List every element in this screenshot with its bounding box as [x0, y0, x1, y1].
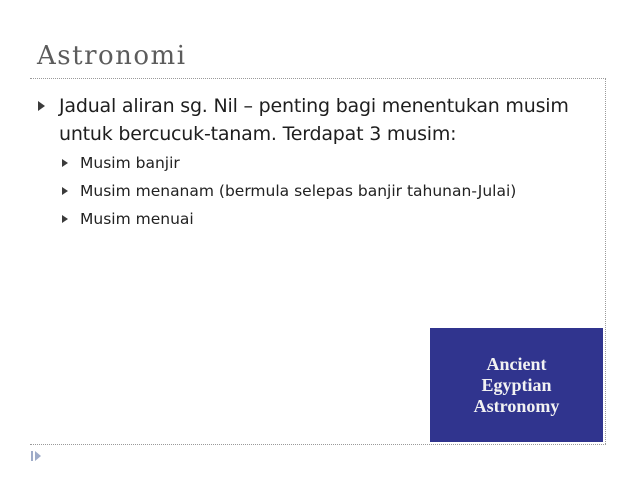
sub-bullet-item-1: Musim banjir — [80, 154, 180, 172]
sub-bullet-arrow-icon — [62, 187, 68, 195]
sub-bullet-item-3: Musim menuai — [80, 210, 194, 228]
bullet-arrow-icon — [38, 101, 45, 111]
slide-title: Astronomi — [37, 41, 187, 71]
sub-bullet-item-2: Musim menanam (bermula selepas banjir tahunan-Julai) — [80, 182, 517, 200]
image-caption-line-3: Astronomy — [473, 395, 560, 416]
slide-nav-bar — [31, 451, 33, 461]
footer-divider — [30, 444, 606, 445]
bullet-line-1: Jadual aliran sg. Nil – penting bagi menentukan musim — [59, 95, 569, 117]
image-caption-line-2: Egyptian — [481, 374, 552, 395]
sub-bullet-arrow-icon — [62, 159, 68, 167]
title-divider — [30, 78, 606, 79]
slide-nav-arrow-icon[interactable] — [35, 451, 41, 461]
image-caption-line-1: Ancient — [486, 353, 547, 374]
sub-bullet-arrow-icon — [62, 215, 68, 223]
ancient-egyptian-astronomy-image — [430, 328, 603, 442]
right-divider — [605, 78, 606, 444]
bullet-line-2: untuk bercucuk-tanam. Terdapat 3 musim: — [59, 123, 457, 145]
bullet-item-1 — [59, 92, 589, 148]
